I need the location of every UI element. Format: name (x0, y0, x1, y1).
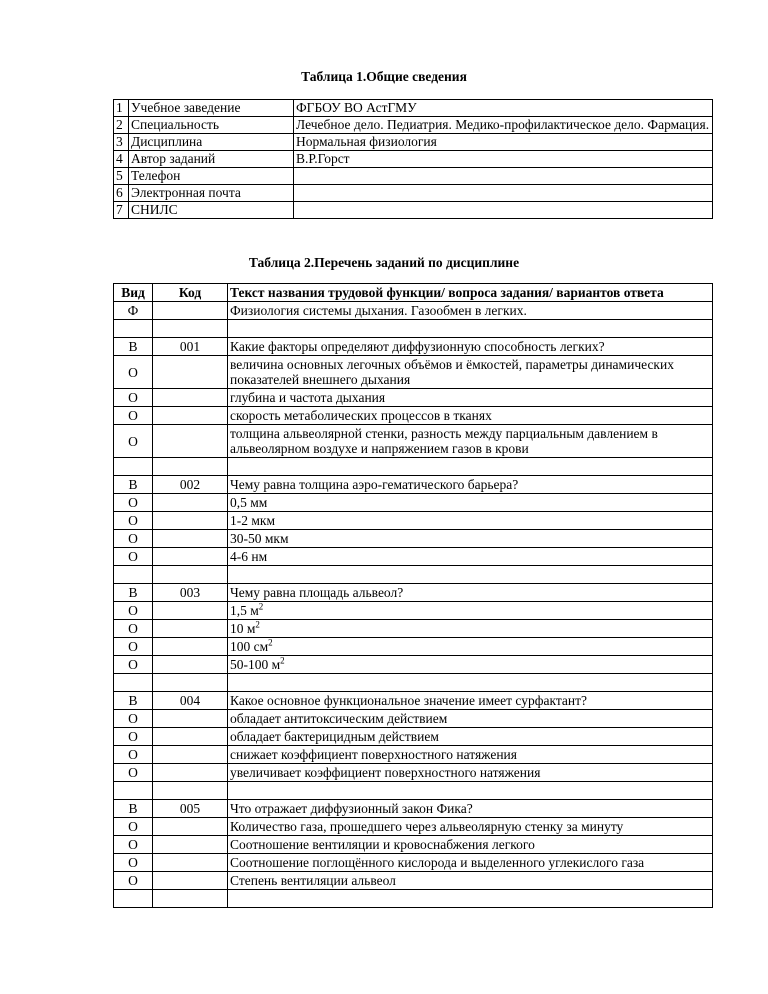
spacer-cell (153, 566, 228, 584)
spacer-cell (153, 458, 228, 476)
question-kind: В (114, 692, 153, 710)
table-row (114, 168, 713, 185)
function-kind: Ф (114, 302, 153, 320)
table-row (114, 117, 713, 134)
option-kind: О (114, 602, 153, 620)
spacer-cell (114, 674, 153, 692)
option-text: обладает антитоксическим действием (228, 710, 713, 728)
question-code: 004 (153, 692, 228, 710)
option-code (153, 602, 228, 620)
option-text (228, 602, 713, 620)
spacer-row (114, 890, 713, 908)
option-text: увеличивает коэффициент поверхностного натяжения (228, 764, 713, 782)
option-kind: О (114, 407, 153, 425)
row-label: Дисциплина (129, 134, 294, 151)
option-row (114, 836, 713, 854)
table2-caption: Таблица 2.Перечень заданий по дисциплине (248, 255, 520, 270)
option-kind: О (114, 548, 153, 566)
option-row (114, 389, 713, 407)
option-row (114, 425, 713, 458)
row-number: 4 (114, 151, 129, 168)
spacer-row (114, 782, 713, 800)
row-label: Телефон (129, 168, 294, 185)
option-row (114, 854, 713, 872)
table-row (114, 134, 713, 151)
option-text: снижает коэффициент поверхностного натяжения (228, 746, 713, 764)
row-number: 1 (114, 100, 129, 117)
header-code: Код (153, 284, 228, 302)
option-text: 0,5 мм (228, 494, 713, 512)
option-text: 4-6 нм (228, 548, 713, 566)
question-kind: В (114, 338, 153, 356)
tasks-table (113, 283, 713, 908)
option-code (153, 818, 228, 836)
spacer-cell (153, 674, 228, 692)
option-code (153, 356, 228, 389)
header-kind: Вид (114, 284, 153, 302)
row-number: 6 (114, 185, 129, 202)
option-text (228, 638, 713, 656)
option-code (153, 746, 228, 764)
question-kind: В (114, 476, 153, 494)
row-label: СНИЛС (129, 202, 294, 219)
table-row (114, 100, 713, 117)
row-value (294, 168, 713, 185)
option-code (153, 530, 228, 548)
option-row (114, 530, 713, 548)
table-header-row (114, 284, 713, 302)
option-code (153, 425, 228, 458)
option-value: 100 см (230, 639, 269, 654)
option-text (228, 620, 713, 638)
option-kind: О (114, 389, 153, 407)
option-kind: О (114, 710, 153, 728)
option-row (114, 407, 713, 425)
spacer-cell (153, 782, 228, 800)
row-label: Специальность (129, 117, 294, 134)
option-code (153, 836, 228, 854)
general-info-table (113, 99, 713, 219)
question-row (114, 584, 713, 602)
spacer-cell (114, 458, 153, 476)
option-exponent: 2 (280, 655, 285, 666)
option-code (153, 872, 228, 890)
option-code (153, 389, 228, 407)
spacer-cell (228, 890, 713, 908)
spacer-row (114, 320, 713, 338)
question-row (114, 476, 713, 494)
table-row (114, 151, 713, 168)
option-kind: О (114, 656, 153, 674)
option-kind: О (114, 764, 153, 782)
spacer-row (114, 566, 713, 584)
spacer-cell (228, 320, 713, 338)
option-kind: О (114, 425, 153, 458)
option-text: скорость метаболических процессов в тканях (228, 407, 713, 425)
row-label: Учебное заведение (129, 100, 294, 117)
option-text: величина основных легочных объёмов и ёмкостей, параметры динамических показателей внешнего дыхания (228, 356, 713, 389)
option-row (114, 548, 713, 566)
option-text: глубина и частота дыхания (228, 389, 713, 407)
option-value: 50-100 м (230, 657, 281, 672)
option-exponent: 2 (258, 601, 264, 612)
option-code (153, 548, 228, 566)
option-kind: О (114, 620, 153, 638)
function-code (153, 302, 228, 320)
question-text: Какое основное функциональное значение имеет сурфактант? (228, 692, 713, 710)
question-row (114, 692, 713, 710)
option-row (114, 638, 713, 656)
spacer-cell (114, 782, 153, 800)
table-row (114, 185, 713, 202)
spacer-cell (228, 782, 713, 800)
option-row (114, 494, 713, 512)
row-number: 3 (114, 134, 129, 151)
spacer-row (114, 458, 713, 476)
option-row (114, 710, 713, 728)
option-row (114, 620, 713, 638)
question-text: Что отражает диффузионный закон Фика? (228, 800, 713, 818)
option-text: Соотношение поглощённого кислорода и выделенного углекислого газа (228, 854, 713, 872)
option-code (153, 638, 228, 656)
question-text: Чему равна площадь альвеол? (228, 584, 713, 602)
option-text: Соотношение вентиляции и кровоснабжения легкого (228, 836, 713, 854)
question-kind: В (114, 800, 153, 818)
option-text: 30-50 мкм (228, 530, 713, 548)
row-value: ФГБОУ ВО АстГМУ (294, 100, 713, 117)
option-row (114, 512, 713, 530)
table1-caption: Таблица 1.Общие сведения (301, 69, 467, 84)
option-kind: О (114, 854, 153, 872)
option-code (153, 764, 228, 782)
option-row (114, 656, 713, 674)
spacer-cell (153, 890, 228, 908)
option-row (114, 764, 713, 782)
spacer-row (114, 674, 713, 692)
option-kind: О (114, 638, 153, 656)
spacer-cell (228, 566, 713, 584)
option-code (153, 710, 228, 728)
row-value: В.Р.Горст (294, 151, 713, 168)
option-text: Количество газа, прошедшего через альвеолярную стенку за минуту (228, 818, 713, 836)
question-kind: В (114, 584, 153, 602)
question-row (114, 338, 713, 356)
spacer-cell (114, 320, 153, 338)
spacer-cell (153, 320, 228, 338)
option-kind: О (114, 746, 153, 764)
option-row (114, 746, 713, 764)
question-text: Чему равна толщина аэро-гематического барьера? (228, 476, 713, 494)
row-value (294, 202, 713, 219)
option-code (153, 728, 228, 746)
option-row (114, 818, 713, 836)
row-number: 2 (114, 117, 129, 134)
option-kind: О (114, 356, 153, 389)
option-kind: О (114, 512, 153, 530)
spacer-cell (114, 566, 153, 584)
option-value: 1,5 м (230, 603, 259, 618)
row-label: Автор заданий (129, 151, 294, 168)
option-kind: О (114, 872, 153, 890)
option-row (114, 728, 713, 746)
question-code: 003 (153, 584, 228, 602)
option-code (153, 407, 228, 425)
question-code: 005 (153, 800, 228, 818)
row-value (294, 185, 713, 202)
function-row (114, 302, 713, 320)
option-value: 10 м (230, 621, 256, 636)
option-exponent: 2 (268, 637, 273, 648)
option-text: 1-2 мкм (228, 512, 713, 530)
option-kind: О (114, 836, 153, 854)
option-code (153, 512, 228, 530)
question-text: Какие факторы определяют диффузионную способность легких? (228, 338, 713, 356)
question-code: 001 (153, 338, 228, 356)
option-text (228, 656, 713, 674)
option-code (153, 494, 228, 512)
row-value: Лечебное дело. Педиатрия. Медико-профилактическое дело. Фармация. (294, 117, 713, 134)
table-row (114, 202, 713, 219)
row-number: 7 (114, 202, 129, 219)
option-kind: О (114, 530, 153, 548)
question-code: 002 (153, 476, 228, 494)
header-text: Текст названия трудовой функции/ вопроса задания/ вариантов ответа (228, 284, 713, 302)
row-label: Электронная почта (129, 185, 294, 202)
option-text: Степень вентиляции альвеол (228, 872, 713, 890)
option-text: обладает бактерицидным действием (228, 728, 713, 746)
option-row (114, 872, 713, 890)
option-text: толщина альвеолярной стенки, разность между парциальным давлением в альвеолярном воздухе и напряжением газов в крови (228, 425, 713, 458)
option-code (153, 620, 228, 638)
spacer-cell (228, 674, 713, 692)
option-code (153, 656, 228, 674)
spacer-cell (228, 458, 713, 476)
spacer-cell (114, 890, 153, 908)
option-kind: О (114, 494, 153, 512)
option-kind: О (114, 728, 153, 746)
option-kind: О (114, 818, 153, 836)
option-code (153, 854, 228, 872)
function-text: Физиология системы дыхания. Газообмен в легких. (228, 302, 713, 320)
option-row (114, 356, 713, 389)
option-row (114, 602, 713, 620)
question-row (114, 800, 713, 818)
option-exponent: 2 (255, 619, 260, 630)
row-value: Нормальная физиология (294, 134, 713, 151)
row-number: 5 (114, 168, 129, 185)
